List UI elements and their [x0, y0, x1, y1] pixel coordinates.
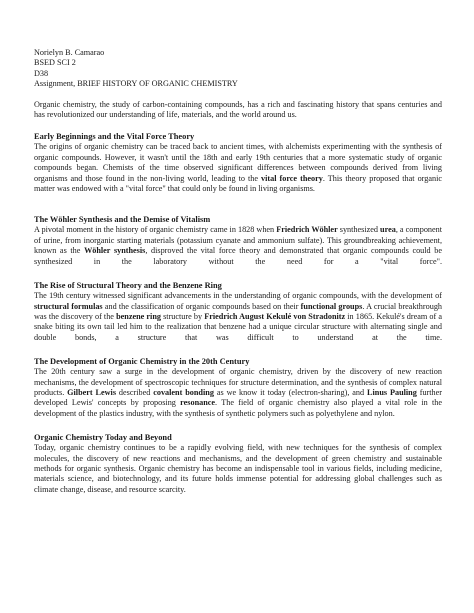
section-wohler — [34, 214, 442, 267]
bold-term: covalent bonding — [153, 387, 214, 397]
text-run: The 19th century witnessed significant advancements in the understanding of organic compounds, with the development of — [34, 291, 442, 301]
section-20th-century — [34, 356, 442, 419]
bold-term: Linus Pauling — [367, 387, 417, 397]
bold-term: Gilbert Lewis — [67, 387, 117, 397]
section-paragraph — [34, 367, 442, 419]
text-run: The 20th century saw a surge in the development of organic chemistry, driven by the discovery of new reaction mechanisms, the development of spectroscopic techniques for structure determination, and the synthesis of complex natural products. — [34, 367, 442, 397]
section-paragraph — [34, 443, 442, 495]
bold-term: Wöhler synthesis — [84, 246, 146, 256]
text-run: . A crucial breakthrough was the discovery of the — [34, 301, 443, 321]
text-run: and the classification of organic compounds based on their — [102, 301, 301, 311]
text-run: . This theory proposed that organic matter was endowed with a "vital force" that could only be found in living organisms. — [34, 173, 442, 194]
section-heading: The Development of Organic Chemistry in the 20th Century — [34, 357, 250, 367]
section-paragraph — [34, 225, 442, 267]
text-run: A pivotal moment in the history of organic chemistry came in 1828 when — [34, 225, 277, 235]
bold-term: urea — [380, 225, 396, 235]
text-run: . The field of organic chemistry also played a vital role in the development of the plastics industry, with the synthesis of synthetic polymers such as polyethylene and nylon. — [34, 398, 442, 418]
text-run: structure by — [160, 311, 205, 321]
section-heading: Organic Chemistry Today and Beyond — [34, 433, 172, 443]
text-run: , a component of urine, from inorganic starting materials (potassium cyanate and ammonium sulfate). This groundbreaking achievement, known as the — [34, 225, 443, 256]
section-heading: The Wöhler Synthesis and the Demise of Vitalism — [34, 215, 211, 225]
bold-term: functional groups — [300, 301, 363, 311]
section-code: D38 — [34, 68, 49, 78]
section-vital-force — [34, 131, 442, 194]
intro-paragraph: Organic chemistry, the study of carbon-containing compounds, has a rich and fascinating history that spans centuries and has revolutionized our understanding of life, materials, and the world around us. — [34, 99, 442, 120]
document-header — [34, 48, 442, 90]
text-run: The origins of organic chemistry can be traced back to ancient times, with alchemists experimenting with the synthesis of organic compounds. However, it wasn't until the 18th and early 19th centuries that a more systematic study of organic compounds began. Chemists of the time observed significant differences between compounds derived from living organisms and those found in the non-living world, leading to the — [34, 142, 442, 183]
author-name: Norielyn B. Camarao — [34, 48, 105, 57]
bold-term: vital force theory — [261, 173, 323, 183]
bold-term: structural formulas — [34, 301, 103, 311]
section-today-beyond — [34, 432, 442, 495]
bold-term: resonance — [180, 398, 216, 408]
bold-term: benzene ring — [116, 311, 161, 321]
text-run: further developed Lewis' concepts by proposing — [34, 387, 443, 408]
section-paragraph — [34, 291, 442, 343]
section-heading: Early Beginnings and the Vital Force Theory — [34, 132, 195, 142]
text-run: in 1865. Kekulé's dream of a snake biting its own tail led him to the realization that benzene had a unique circular structure with alternating single and double bonds, a structure that was difficult to understand at the time. — [34, 311, 442, 342]
text-run: as we know it today (electron-sharing), and — [213, 387, 368, 397]
text-run: Today, organic chemistry continues to be a rapidly evolving field, with new techniques for the synthesis of complex molecules, the discovery of new reactions and mechanisms, and the development of green chemistry and sustainable methods for organic synthesis. Organic chemistry has become an indispensable tool in various fields, including medicine, materials science, and biotechnology, and its future holds immense potential for addressing global challenges such as climate change, disease, and resource scarcity. — [34, 443, 442, 494]
text-run: , disproved the vital force theory and demonstrated that organic compounds could be synthesized in the laboratory without the need for a "vital force". — [34, 246, 443, 266]
section-paragraph — [34, 142, 442, 194]
text-run: described — [116, 387, 154, 397]
bold-term: Friedrich August Kekulé von Stradonitz — [204, 311, 346, 321]
assignment-title: Assignment, BRIEF HISTORY OF ORGANIC CHEMISTRY — [34, 79, 238, 89]
section-heading: The Rise of Structural Theory and the Benzene Ring — [34, 281, 222, 291]
course-label: BSED SCI 2 — [34, 58, 76, 68]
bold-term: Friedrich Wöhler — [276, 225, 338, 235]
section-structural-theory — [34, 280, 442, 343]
text-run: synthesized — [337, 225, 381, 235]
